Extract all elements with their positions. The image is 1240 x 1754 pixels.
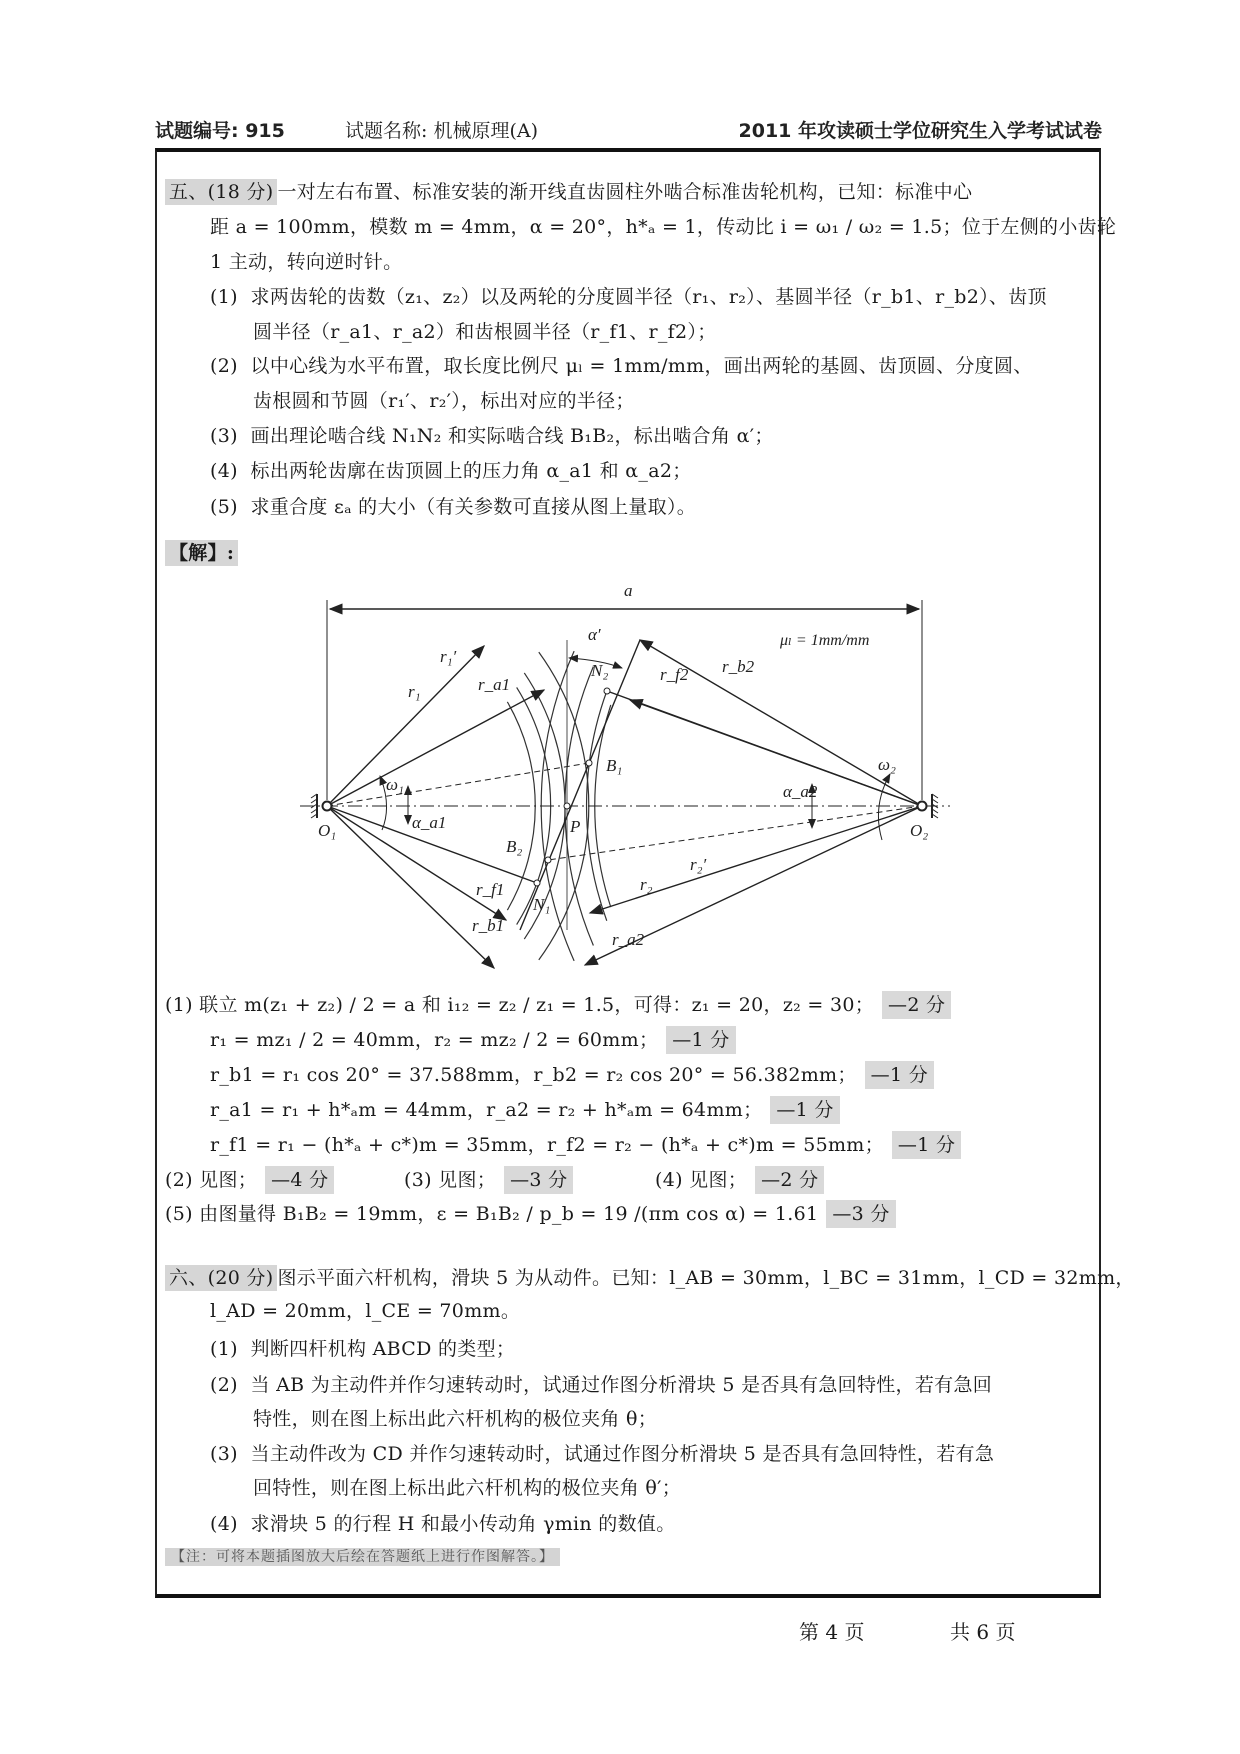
point-B2: [545, 857, 551, 863]
solution-2: (2) 见图； —4 分: [165, 1167, 334, 1193]
radius-r1-prime: [327, 646, 484, 806]
q6-item-4: (4) 求滑块 5 的行程 H 和最小传动角 γmin 的数值。: [210, 1513, 676, 1535]
label-ra2: r_a2: [612, 930, 645, 949]
solution-line-5: r_f1 = r₁ − (h*ₐ + c*)m = 35mm，r_f2 = r₂ − (h*ₐ + c*)m = 55mm； —1 分: [210, 1132, 961, 1158]
solution-line-4: r_a1 = r₁ + h*ₐm = 44mm，r_a2 = r₂ + h*ₐm = 64mm； —1 分: [210, 1097, 840, 1123]
q5-line-2: 距 a = 100mm，模数 m = 4mm，α = 20°，h*ₐ = 1，传动比 i = ω₁ / ω₂ = 1.5；位于左侧的小齿轮: [210, 216, 1117, 238]
label-r2: r₂: [640, 875, 653, 894]
q5-item-2: (2) 以中心线为水平布置，取长度比例尺 μₗ = 1mm/mm，画出两轮的基圆、齿顶圆、分度圆、: [210, 355, 1033, 377]
page-total: 共 6 页: [950, 1620, 1016, 1644]
label-rb2: r_b2: [722, 657, 755, 676]
solution-3: (3) 见图； —3 分: [404, 1167, 573, 1193]
q5-item-1-cont: 圆半径（r_a1、r_a2）和齿根圆半径（r_f1、r_f2）；: [253, 321, 717, 343]
exam-code: 试题编号: 915: [155, 120, 285, 142]
label-a: a: [624, 581, 633, 600]
score-badge: —1 分: [865, 1061, 934, 1089]
support-O1: [311, 794, 332, 818]
q6-item-3-cont: 回特性，则在图上标出此六杆机构的极位夹角 θ′；: [253, 1477, 681, 1499]
exam-title: 2011 年攻读硕士学位研究生入学考试试卷: [738, 120, 1102, 142]
solution-line-3: r_b1 = r₁ cos 20° = 37.588mm，r_b2 = r₂ cos 20° = 56.382mm； —1 分: [210, 1062, 934, 1088]
label-O1: O₁: [318, 821, 337, 840]
q5-line-3: 1 主动，转向逆时针。: [210, 251, 403, 273]
label-N2: N₂: [591, 661, 609, 680]
label-rf1: r_f1: [476, 880, 505, 899]
label-ra1: r_a1: [478, 675, 511, 694]
q5-item-1: (1) 求两齿轮的齿数（z₁、z₂）以及两轮的分度圆半径（r₁、r₂）、基圆半径（r_b1、r_b2）、齿顶: [210, 286, 1047, 308]
q5-item-4: (4) 标出两轮齿廓在齿顶圆上的压力角 α_a1 和 α_a2；: [210, 460, 692, 482]
label-B2: B₂: [506, 837, 523, 856]
label-rf2: r_f2: [660, 665, 689, 684]
label-r1-prime: r₁′: [440, 647, 457, 666]
pivot-icon: [918, 802, 927, 811]
q6-item-2-cont: 特性，则在图上标出此六杆机构的极位夹角 θ；: [253, 1408, 658, 1430]
label-alpha-a1: α_a1: [412, 813, 447, 832]
q5-line-1: [165, 179, 972, 205]
radius-rf2: [630, 700, 922, 806]
score-badge: —1 分: [666, 1026, 735, 1054]
q6-note: 【注：可将本题插图放大后绘在答题纸上进行作图解答。】: [165, 1542, 560, 1570]
radius-r2: [590, 806, 922, 913]
label-alpha-prime: α′: [588, 625, 601, 644]
solution-5: (5) 由图量得 B₁B₂ = 19mm，ε = B₁B₂ / p_b = 19 /(πm cos α) = 1.61 —3 分: [165, 1201, 896, 1227]
exam-subject: 试题名称: 机械原理(A): [345, 120, 538, 142]
radius-rb1: [327, 806, 494, 968]
line-of-action: [520, 640, 640, 930]
label-r2-prime: r₂′: [690, 855, 707, 874]
q6-item-2: (2) 当 AB 为主动件并作匀速转动时，试通过作图分析滑块 5 是否具有急回特性，若有急回: [210, 1374, 993, 1396]
gear-mesh-diagram: [0, 560, 1240, 1000]
point-N1: [534, 880, 540, 886]
q5-item-5: (5) 求重合度 εₐ 的大小（有关参数可直接从图上量取）。: [210, 496, 697, 518]
label-omega2: ω₂: [878, 755, 896, 774]
point-P: [564, 803, 570, 809]
label-rb1: r_b1: [472, 916, 505, 935]
label-r1: r₁: [408, 682, 421, 701]
q5-item-3: (3) 画出理论啮合线 N₁N₂ 和实际啮合线 B₁B₂，标出啮合角 α′；: [210, 425, 774, 447]
q6-item-1: (1) 判断四杆机构 ABCD 的类型；: [210, 1338, 516, 1360]
label-P: P: [570, 817, 581, 836]
q6-line-1: 六、(20 分) 图示平面六杆机构，滑块 5 为从动件。已知：l_AB = 30mm，l_BC = 31mm，l_CD = 32mm，: [165, 1265, 1135, 1291]
pivot-icon: [323, 802, 332, 811]
score-badge: —1 分: [892, 1131, 961, 1159]
label-N1: N₁: [533, 895, 551, 914]
score-badge: —1 分: [770, 1096, 839, 1124]
solution-line-1: (1) 联立 m(z₁ + z₂) / 2 = a 和 i₁₂ = z₂ / z₁ = 1.5，可得：z₁ = 20，z₂ = 30； —2 分: [165, 992, 951, 1018]
label-alpha-a2: α_a2: [783, 782, 818, 801]
q5-badge: 五、(18 分): [165, 179, 277, 205]
solution-4: (4) 见图； —2 分: [655, 1167, 824, 1193]
solution-line-2: r₁ = mz₁ / 2 = 40mm，r₂ = mz₂ / 2 = 60mm； —1 分: [210, 1027, 736, 1053]
label-B1: B₁: [606, 756, 623, 775]
solution-label: 【解】:: [165, 540, 238, 566]
label-omega1: ω₁: [386, 775, 404, 794]
q5-item-2-cont: 齿根圆和节圆（r₁′、r₂′），标出对应的半径；: [253, 390, 635, 412]
point-B1: [586, 760, 592, 766]
radius-ra1: [327, 690, 544, 806]
label-O2: O₂: [910, 821, 929, 840]
q6-line-2: l_AD = 20mm，l_CE = 70mm。: [210, 1300, 521, 1322]
point-N2: [604, 688, 610, 694]
score-badge: —2 分: [882, 991, 951, 1019]
q6-badge: 六、(20 分): [165, 1265, 277, 1291]
page-number: 第 4 页: [799, 1620, 865, 1644]
q5-text: 一对左右布置、标准安装的渐开线直齿圆柱外啮合标准齿轮机构，已知：标准中心: [277, 181, 973, 203]
q6-item-3: (3) 当主动件改为 CD 并作匀速转动时，试通过作图分析滑块 5 是否具有急回特性，若有急: [210, 1443, 995, 1465]
label-mu: μₗ = 1mm/mm: [780, 632, 870, 649]
